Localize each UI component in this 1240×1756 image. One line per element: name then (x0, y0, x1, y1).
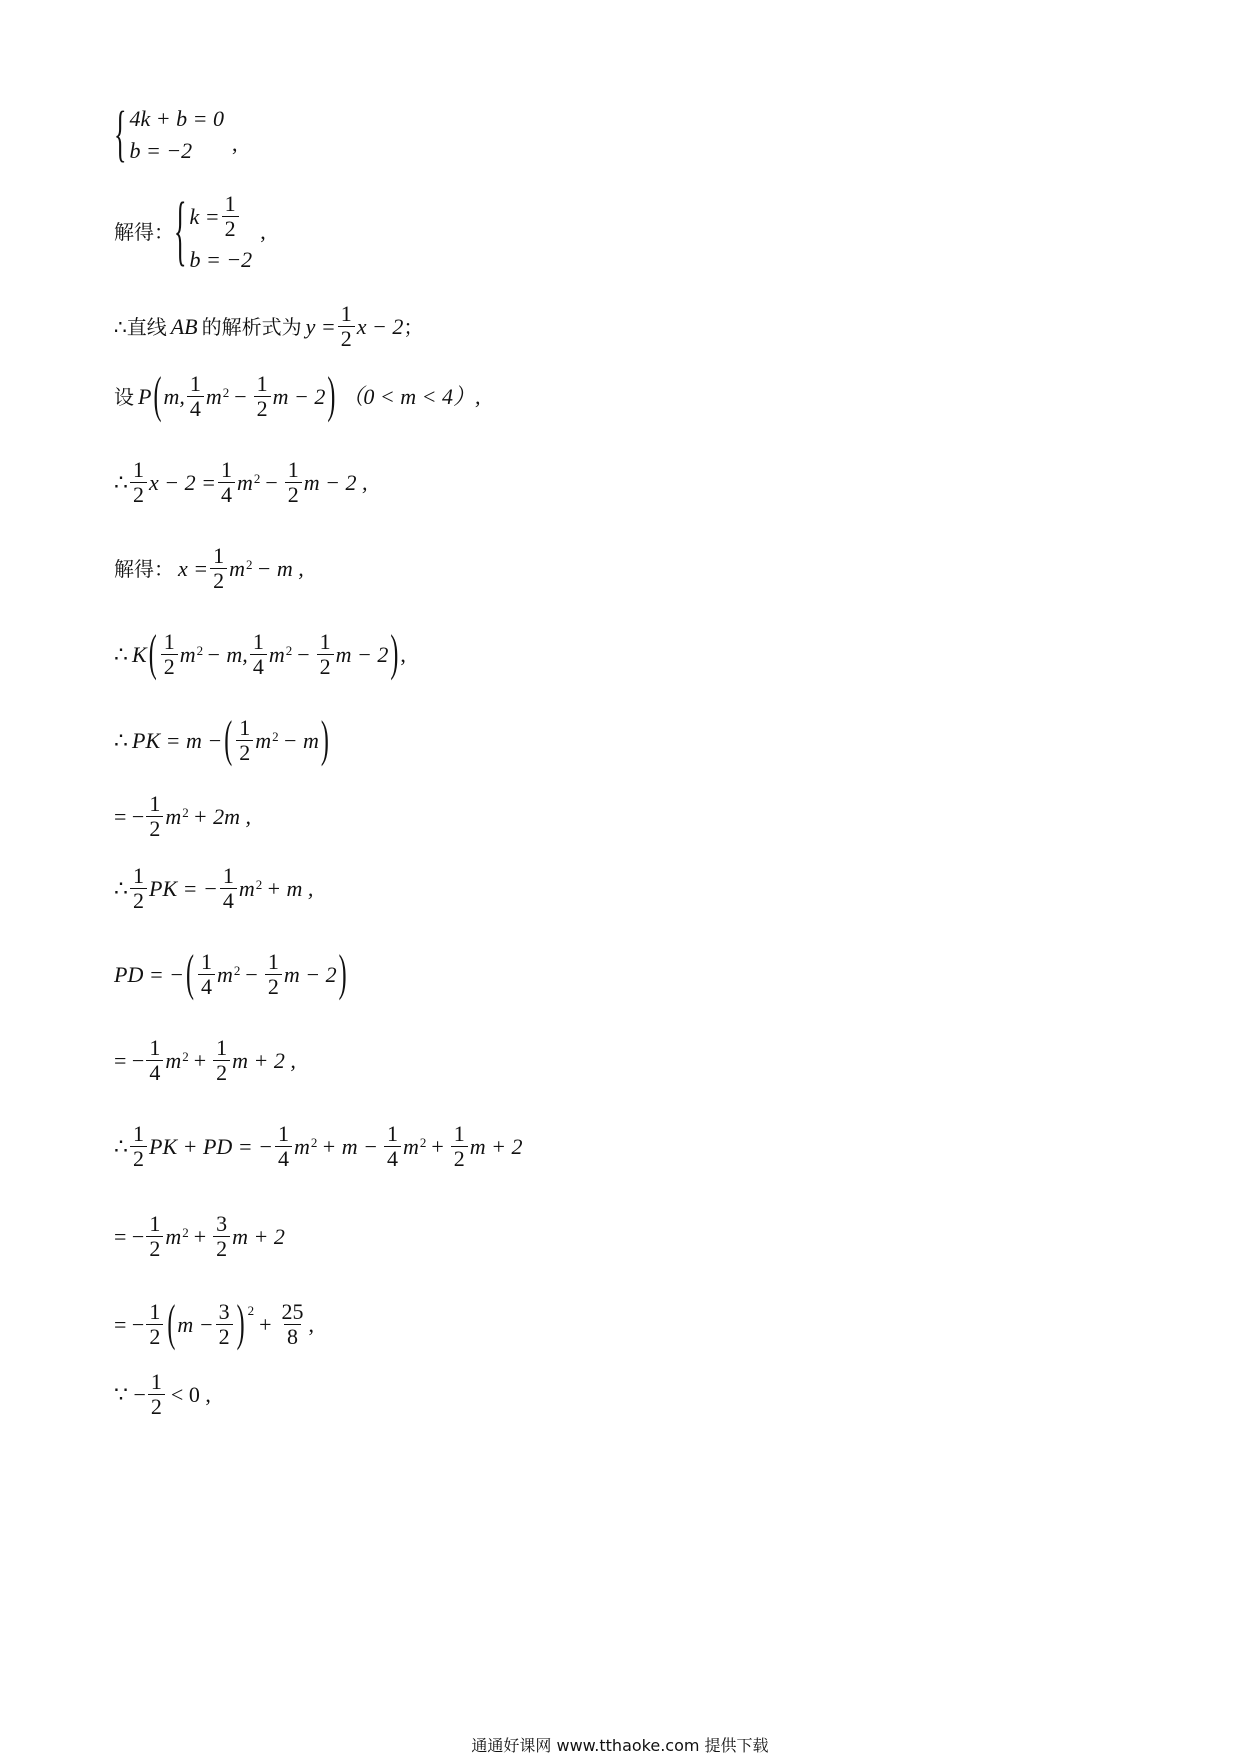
fraction: $\frac{1}{4}$ (220, 864, 237, 913)
system-row: 4k + b = 0 (129, 106, 224, 131)
fraction: $\frac{1}{4}$ (250, 630, 267, 679)
k-lhs: k = (189, 203, 220, 229)
fraction: $\frac{1}{2}$ (130, 864, 147, 913)
text: 的解析式为 (201, 314, 302, 339)
comma: , (260, 218, 266, 244)
fraction: $\frac{1}{2}$ (210, 544, 227, 593)
point-k: ∴ K ( $\frac{1}{2}$ m $^2$ − m, $\frac{1}{4}$ m $^2$ − $\frac{1}{2}$ m − 2 ) , (114, 627, 406, 682)
sum-expression: ∴ $\frac{1}{2}$ PK + PD = − $\frac{1}{4}$ m $^2$ + m − $\frac{1}{4}$ m $^2$ + $\frac{1}{2}$ m + 2 (114, 1121, 523, 1172)
fraction: $\frac{1}{4}$ (384, 1122, 401, 1171)
sum-vertex-form: = − $\frac{1}{2}$ ( m − $\frac{3}{2}$ ) $^2$ + $\frac{25}{8}$ , (114, 1297, 314, 1352)
pd-simplified: = − $\frac{1}{4}$ m $^2$ + $\frac{1}{2}$ m + 2 , (114, 1035, 296, 1086)
line-ab-expression (114, 302, 423, 351)
system-row: b = −2 (189, 247, 253, 273)
fraction: $\frac{1}{2}$ (213, 1036, 230, 1085)
left-brace: { (114, 99, 127, 169)
term: x − 2 = (149, 469, 216, 495)
fraction: $\frac{1}{2}$ (236, 716, 253, 765)
arg: m, (163, 383, 185, 409)
rhs: x − 2 (356, 313, 404, 339)
solve-k-b (114, 186, 266, 274)
pk-expression: ∴ PK = m − ( $\frac{1}{2}$ m $^2$ − m ) (114, 713, 329, 768)
fraction: $\frac{3}{2}$ (216, 1300, 233, 1349)
lhs: y = (305, 313, 336, 339)
footer-text: 通通好课网 www.tthaoke.com 提供下载 (471, 1736, 769, 1755)
fraction: $\frac{1}{2}$ (317, 630, 334, 679)
pk-simplified: = − $\frac{1}{2}$ m $^2$ + 2m , (114, 791, 251, 842)
fraction: $\frac{1}{2}$ (338, 302, 355, 351)
comma: , (231, 131, 238, 156)
line-name: AB (170, 313, 198, 339)
point-p: P (138, 383, 152, 409)
fraction: $\frac{1}{2}$ (161, 630, 178, 679)
fraction: $\frac{1}{2}$ (285, 458, 302, 507)
fraction: $\frac{1}{2}$ (146, 792, 163, 841)
equation-system-1 (114, 99, 238, 169)
fraction: $\frac{1}{2}$ (130, 458, 147, 507)
fraction: $\frac{1}{4}$ (187, 372, 204, 421)
fraction: $\frac{1}{2}$ (148, 1370, 165, 1419)
left-brace: { (174, 186, 187, 274)
therefore-line: ∴直线 (114, 314, 167, 339)
fraction: $\frac{1}{2}$ (451, 1122, 468, 1171)
fraction: $\frac{1}{4}$ (198, 950, 215, 999)
set-point-p: 设 P ( m, $\frac{1}{4}$ m $^2$ − $\frac{1}{2}$ m − 2 ) （0 < m < 4）, (114, 369, 481, 424)
fraction: $\frac{1}{2}$ (222, 192, 239, 241)
semicolon: ； (403, 314, 424, 339)
fraction: $\frac{1}{4}$ (275, 1122, 292, 1171)
because-negative: ∵ − $\frac{1}{2}$ < 0 , (114, 1369, 211, 1420)
fraction: $\frac{1}{4}$ (218, 458, 235, 507)
term: m (205, 383, 222, 409)
fraction: $\frac{1}{4}$ (146, 1036, 163, 1085)
term: m − 2 (272, 383, 326, 409)
set-label: 设 (114, 384, 134, 409)
fraction: $\frac{1}{2}$ (146, 1212, 163, 1261)
pd-expression: PD = − ( $\frac{1}{4}$ m $^2$ − $\frac{1}{2}$ m − 2 ) (114, 947, 347, 1002)
fraction: $\frac{25}{8}$ (281, 1299, 304, 1350)
solve-label: 解得： (114, 219, 174, 244)
fraction: $\frac{1}{2}$ (254, 372, 271, 421)
sum-simplified: = − $\frac{1}{2}$ m $^2$ + $\frac{3}{2}$ m + 2 (114, 1211, 285, 1262)
fraction: $\frac{1}{2}$ (130, 1122, 147, 1171)
fraction: $\frac{1}{2}$ (265, 950, 282, 999)
half-pk: ∴ $\frac{1}{2}$ PK = − $\frac{1}{4}$ m $^2$ + m , (114, 863, 314, 914)
system-row: b = −2 (129, 138, 193, 163)
fraction: $\frac{1}{2}$ (146, 1300, 163, 1349)
fraction: $\frac{3}{2}$ (213, 1212, 230, 1261)
equation-intersection: ∴ $\frac{1}{2}$ x − 2 = $\frac{1}{4}$ m $^2$ − $\frac{1}{2}$ m − 2 , (114, 457, 368, 508)
condition: （0 < m < 4）, (341, 383, 481, 409)
solve-x: 解得： x = $\frac{1}{2}$ m $^2$ − m , (114, 543, 304, 594)
